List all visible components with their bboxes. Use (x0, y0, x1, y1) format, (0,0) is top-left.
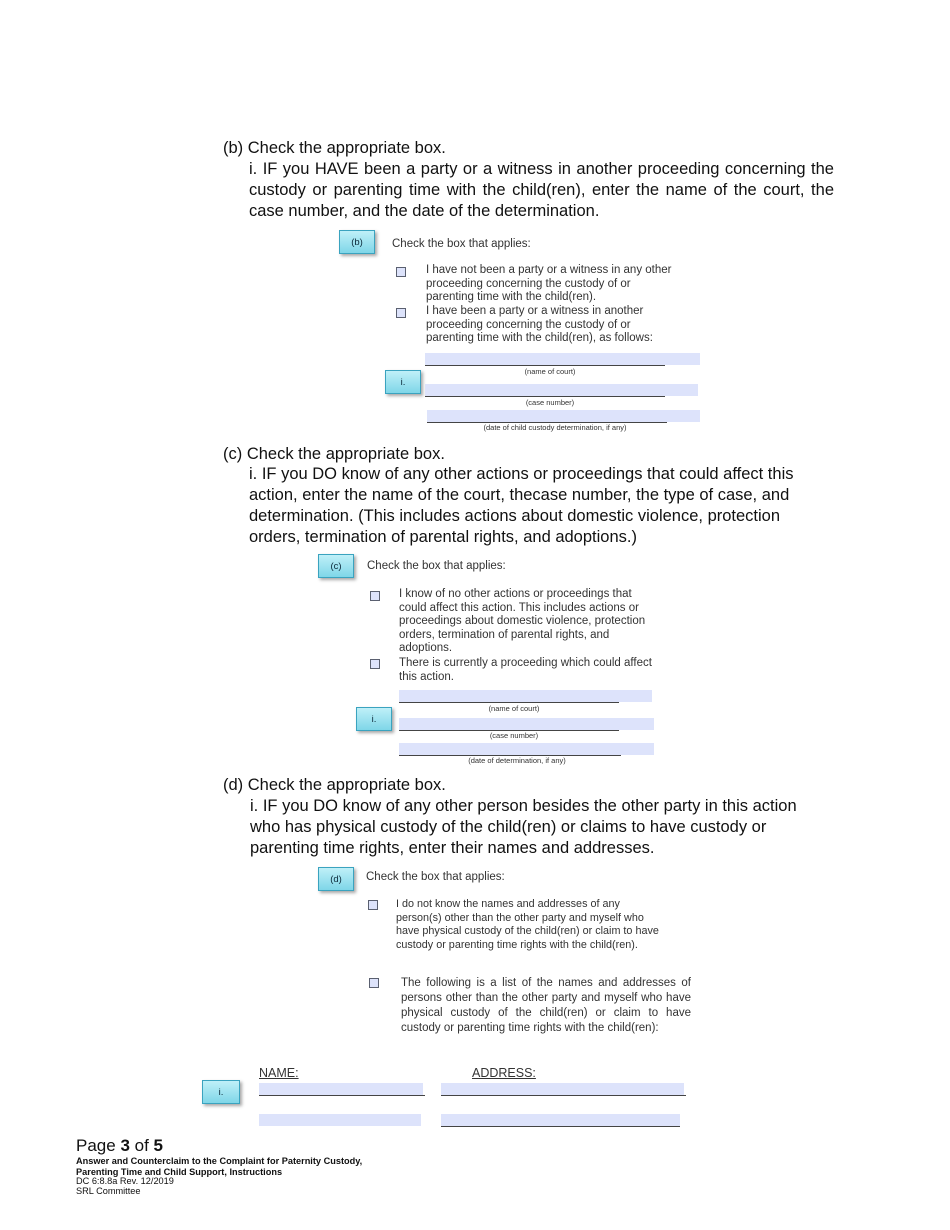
section-c-date-caption: (date of determination, if any) (468, 756, 566, 765)
section-d-option-1: I do not know the names and addresses of any person(s) other than the other party and myself who have physical custody of the child(ren) or claim to have custody or parenting time rights with the child(ren). (396, 898, 659, 951)
section-c-check-prompt: Check the box that applies: (367, 560, 506, 572)
address-line-2 (441, 1126, 680, 1127)
section-d-option-2: The following is a list of the names and addresses of persons other than the other party and myself who have physical custody of the child(ren) or claim to have custody or parenting time rights with the child(ren): (401, 977, 691, 1034)
section-b-checkbox-1[interactable] (396, 267, 406, 277)
footer-form-id: DC 6:8.8a Rev. 12/2019 (76, 1176, 174, 1186)
section-d-heading: (d) Check the appropriate box. (223, 776, 446, 794)
section-c-court-caption: (name of court) (488, 704, 540, 713)
footer-doc-title: Answer and Counterclaim to the Complaint for Paternity Custody, Parenting Time and Child Support, Instructions (76, 1156, 363, 1177)
section-c-option-1: I know of no other actions or proceedings that could affect this action. This includes actions or proceedings about domestic violence, protection orders, termination of parental rights, and adoptions. (399, 588, 646, 654)
section-c-sub-tag: i. (356, 707, 392, 731)
section-c-case-caption: (case number) (489, 731, 539, 740)
section-b-case-caption: (case number) (525, 398, 575, 407)
section-c-date-field[interactable] (399, 743, 654, 755)
section-b-check-prompt: Check the box that applies: (392, 238, 531, 250)
address-field-2[interactable] (441, 1114, 680, 1126)
section-c-option-2: There is currently a proceeding which could affect this action. (399, 657, 652, 683)
section-d-tag: (d) (318, 867, 354, 891)
section-c-tag: (c) (318, 554, 354, 578)
section-c-case-field[interactable] (399, 718, 654, 730)
section-c-court-field[interactable] (399, 690, 652, 702)
address-field-1[interactable] (441, 1083, 684, 1095)
section-b-tag: (b) (339, 230, 375, 254)
section-b-checkbox-2[interactable] (396, 308, 406, 318)
section-c-instruction: i. IF you DO know of any other actions or proceedings that could affect this action, enter the name of the court, thecase number, the type of case, and determination. (This includes actions about domestic violence, protection orders, termination of parental rights, and adoptions.) (249, 465, 794, 546)
section-b-court-line (425, 365, 665, 366)
address-line-1 (441, 1095, 686, 1096)
section-d-check-prompt: Check the box that applies: (366, 871, 505, 883)
section-b-case-line (425, 396, 665, 397)
footer-committee: SRL Committee (76, 1186, 141, 1196)
section-d-sub-tag: i. (202, 1080, 240, 1104)
section-b-case-field[interactable] (425, 384, 698, 396)
section-b-court-field[interactable] (425, 353, 700, 365)
section-d-checkbox-2[interactable] (369, 978, 379, 988)
name-column-label: NAME: (259, 1066, 299, 1080)
section-b-sub-tag: i. (385, 370, 421, 394)
section-b-instruction: i. IF you HAVE been a party or a witness in another proceeding concerning the custody or parenting time with the child(ren), enter the name of the court, the case number, and the date of the determination. (249, 160, 834, 220)
section-c-heading: (c) Check the appropriate box. (223, 445, 445, 463)
name-line-1 (259, 1095, 425, 1096)
section-b-heading: (b) Check the appropriate box. (223, 139, 446, 157)
section-b-date-field[interactable] (427, 410, 700, 422)
section-c-checkbox-1[interactable] (370, 591, 380, 601)
section-c-court-line (399, 702, 619, 703)
section-b-date-caption: (date of child custody determination, if any) (483, 423, 627, 432)
section-b-option-1: I have not been a party or a witness in any other proceeding concerning the custody of or parenting time with the child(ren). (426, 264, 672, 303)
section-b-option-2: I have been a party or a witness in another proceeding concerning the custody of or parenting time with the child(ren), as follows: (426, 305, 653, 344)
section-b-court-caption: (name of court) (524, 367, 576, 376)
section-d-checkbox-1[interactable] (368, 900, 378, 910)
section-d-instruction: i. IF you DO know of any other person besides the other party in this action who has physical custody of the child(ren) or claims to have custody or parenting time rights, enter their names and addresses. (250, 797, 797, 857)
section-c-checkbox-2[interactable] (370, 659, 380, 669)
address-column-label: ADDRESS: (472, 1066, 536, 1080)
name-field-2[interactable] (259, 1114, 421, 1126)
name-field-1[interactable] (259, 1083, 423, 1095)
page-number: Page 3 of 5 (76, 1136, 163, 1155)
